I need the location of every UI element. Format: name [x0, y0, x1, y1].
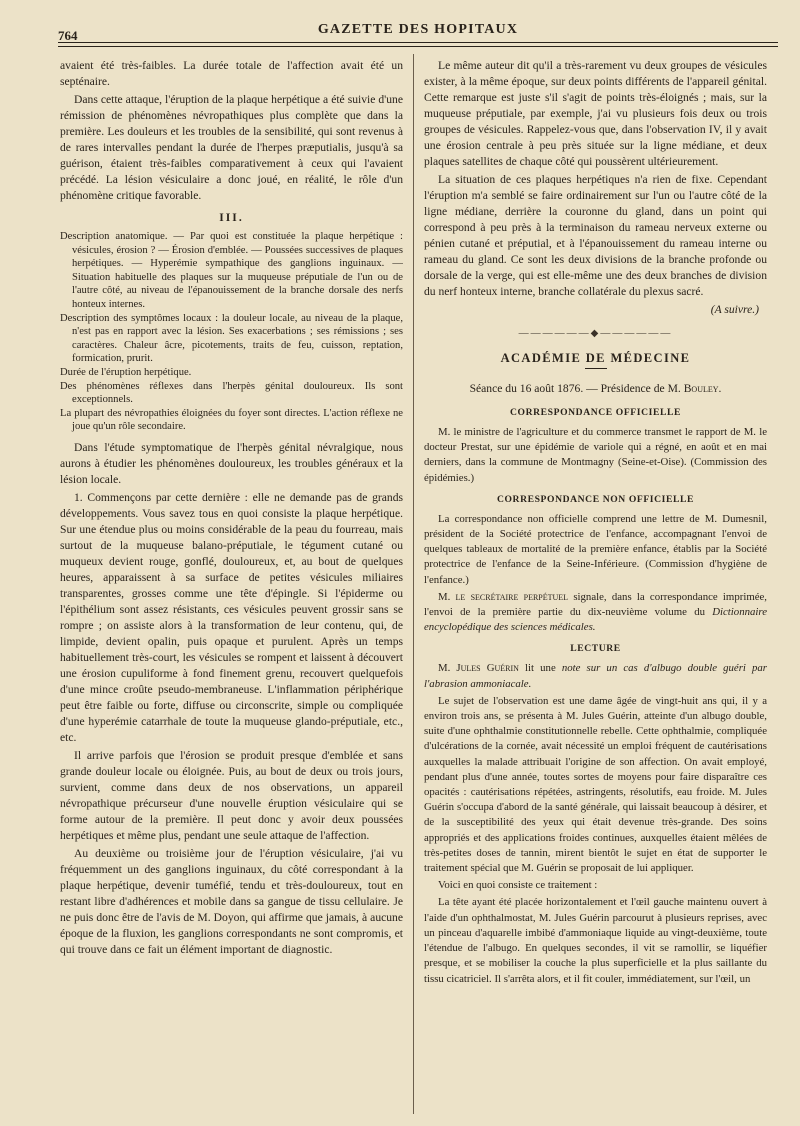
paragraph: La tête ayant été placée horizontalement et l'œil gauche maintenu ouvert à l'aide d'un ophthalmostat, M. Jules Guérin parcourut à plusieurs reprises, avec un pinceau d'aquarelle imbibé d'ammoniaque liquide au vingt-deuxième, toute l'étendue de l'albugo. En quelques secondes, il vit se ramollir, se liquéfier presque, et se mobiliser la couche la plus superficielle et la plus saillante du tissu cicatriciel. Il s'arrêta alors, et il fit couler, immédiatement, sur l'œil, un	[424, 896, 767, 985]
left-column	[60, 58, 403, 1108]
paragraph: Le sujet de l'observation est une dame âgée de vingt-huit ans qui, il y a environ trois ans, se présenta à M. Jules Guérin, atteinte d'un albugo double, suite d'une ophthalmie constitutionnelle rebelle. Cette ophthalmie, compliquée d'ulcérations de la cornée, avait nécessité un emploi fréquent de cautérisations auxquelles la malade attribuait l'origine de son affection. On avait employé, pendant plus d'une année, toutes sortes de moyens pour faire disparaître ces opacités : cautérisations répétées, astringents, résolutifs, eau froide. M. Jules Guérin s'occupa d'abord de la santé générale, qui laissait beaucoup à désirer, et de la susceptibilité des yeux qui était devenue très-grande. Des soins appropriés et des applications froides continues, auxquelles étaient mêlées de très-petites doses de tannin, mirent bientôt le sujet en état de supporter le traitement spécial que M. Guérin se proposait de lui appliquer.	[424, 694, 767, 875]
dictionary-title: Dictionnaire encyclopédique des sciences médicales.	[424, 606, 767, 634]
nonofficial-correspondence-heading: CORRESPONDANCE NON OFFICIELLE	[496, 493, 695, 505]
secretary-paragraph	[424, 590, 767, 636]
column-divider	[413, 54, 414, 1114]
reading-title: note sur un cas d'albugo double guéri par l'abrasion ammoniacale.	[424, 662, 767, 690]
right-column	[424, 58, 767, 1108]
paragraph: Le même auteur dit qu'il a très-rarement vu deux groupes de vésicules exister, à la même époque, sur deux points différents de l'appareil génital. Cette remarque est juste s'il s'agit de points très-éloignés ; mais, sur la muqueuse préputiale, par exemple, j'ai vu plusieurs fois deux ou trois groupes de vésicules. Rappelez-vous que, dans l'observation IV, il y avait une érosion centrale à peu près située sur la ligne médiane, et deux plaques satellites de chaque côté qui poussèrent ultérieurement.	[424, 59, 767, 168]
continuation-note: (A suivre.)	[710, 303, 759, 316]
summary-item: La plupart des névropathies éloignées du foyer sont directes. L'action réflexe ne joue qu'un rôle secondaire.	[60, 407, 403, 433]
paragraph: Au deuxième ou troisième jour de l'éruption vésiculaire, j'ai vu fréquemment un des ganglions inguinaux, du côté correspondant à la plaque herpétique, devenir tuméfié, tendu et très-douloureux, tout en restant libre d'adhérences et mobile dans sa gangue de tissu cellulaire. Je ne puis donc être de l'avis de M. Doyon, qui affirme que jamais, à aucune époque de la fluxion, les ganglions correspondants ne sont compromis, et qui trouve dans ce fait un élément important de diagnostic.	[60, 846, 403, 956]
session-date: Séance du 16 août 1876. — Présidence de M.	[469, 382, 681, 395]
ornamental-separator: ――――――◆――――――	[518, 328, 673, 339]
official-correspondence-heading: CORRESPONDANCE OFFICIELLE	[510, 407, 681, 418]
session-line	[424, 381, 767, 397]
academy-heading: ACADÉMIE DE MÉDECINE	[500, 351, 691, 365]
page-header	[58, 18, 778, 42]
session-president: Bouley.	[683, 382, 722, 395]
summary-item: Durée de l'éruption herpétique.	[60, 366, 192, 378]
paragraph: 1. Commençons par cette dernière : elle ne demande pas de grands développements. Vous savez tous en quoi consiste la plaque herpétique. Sur une étendue plus ou moins considérable de la peau du fourreau, mais surtout de la muqueuse balano-préputiale, le tégument cutané ou muqueux devient rouge, gonflé, douloureux, et, au bout de quelques heures, apparaissent à sa surface de petites vésicules miliaires transparentes, grosses comme une tête d'épingle. Si l'épiderme ou l'épithélium sont assez résistants, ces vésicules peuvent grossir sans se rompre ; on assiste alors à la transformation de leur contenu, qui, de limpide, devient opalin, puis opaque et purulent. Après un temps habituellement très-court, les vésicules se rompent et laissent à découvert une érosion cupuliforme à fond finement grenu, recouvert quelquefois d'une mince croûte pseudo-membraneuse. L'inflammation périphérique peut être faible ou forte, diffuse ou circonscrite, simple ou compliquée d'une hyperémie catarrhale de toute la muqueuse glando-préputiale, etc., etc.	[60, 490, 403, 744]
summary-item: Des phénomènes réflexes dans l'herpès génital douloureux. Ils sont exceptionnels.	[60, 380, 403, 406]
reading-heading: LECTURE	[570, 643, 621, 655]
summary-item: Description anatomique. — Par quoi est constituée la plaque herpétique : vésicules, érosion ? — Érosion d'emblée. — Poussées successives de plaques herpétiques. — Hyperémie sympathique des ganglions inguinaux. — Situation habituelle des plaques sur la muqueuse préputiale de l'un ou de l'autre côté, au niveau de l'épanouissement de la branche dorsale des nerfs honteux internes.	[60, 231, 403, 310]
header-rule-top	[58, 42, 778, 43]
paragraph: La situation de ces plaques herpétiques n'a rien de fixe. Cependant l'éruption m'a semblé se faire ordinairement sur l'un ou l'autre côté de la ligne médiane, derrière la couronne du gland, dans un point qui correspond à peu près à la terminaison du rameau nerveux externe ou pénien cutané et préputial, et à l'épanouissement du rameau interne ou rameau du gland. Ce sont les deux divisions de la branche profonde ou dorsale de la verge, qui est elle-même une des deux branches de division du nerf honteux interne, branche collatérale du plexus sacré.	[424, 173, 767, 298]
reading-mid: lit une	[518, 662, 562, 675]
reading-author: M. Jules Guérin	[438, 662, 519, 675]
paragraph: Dans cette attaque, l'éruption de la plaque herpétique a été suivie d'une rémission de phénomènes névropathiques plus complète que dans la première. Les douleurs et les troubles de la sensibilité, qui sont revenus à de rares intervalles pendant la durée de l'herpes præputialis, jusqu'à sa guérison, étaient très-faibles comparativement à ceux qui l'avaient précédé. La lésion vésiculaire a donc joué, en réalité, le rôle d'un phénomène critique favorable.	[60, 93, 403, 202]
reading-intro	[424, 661, 767, 691]
paragraph: Dans l'étude symptomatique de l'herpès génital névralgique, nous aurons à étudier les phénomènes douloureux, les troubles généraux et la lésion locale.	[60, 440, 403, 486]
paragraph: avaient été très-faibles. La durée totale de l'affection avait été un septénaire.	[60, 59, 403, 88]
secretary-lead: M. le secrétaire perpétuel	[438, 590, 569, 603]
secretary-text: signale, dans la correspondance imprimée, l'envoi de la première partie du dix-neuvième volume du	[424, 590, 767, 619]
summary-item: Description des symptômes locaux : la douleur locale, au niveau de la plaque, n'est pas en rapport avec la lésion. Ses exacerbations ; ses rémissions ; ses caractères. Chaleur âcre, picotements, traits de feu, cuisson, reptation, formication, prurit.	[60, 312, 403, 365]
section-summary	[60, 230, 403, 434]
paragraph: La correspondance non officielle comprend une lettre de M. Dumesnil, président de la Société protectrice de l'enfance, accompagnant l'envoi de quelques tableaux de mortalité de la première enfance, établis par la Société protectrice de l'enfance de la Seine-Inférieure. (Commission d'hygiène de l'enfance.)	[424, 512, 767, 586]
section-number: III.	[219, 211, 244, 224]
paragraph: Voici en quoi consiste ce traitement :	[438, 879, 598, 892]
paragraph: M. le ministre de l'agriculture et du commerce transmet le rapport de M. le docteur Prestat, sur une épidémie de variole qui a régné, en août et en mai derniers, dans la commune de Montmagny (Seine-et-Oise). (Commission des épidémies.)	[424, 426, 767, 484]
journal-title: GAZETTE DES HOPITAUX	[317, 22, 519, 37]
short-rule	[585, 368, 607, 369]
header-rule-bottom	[58, 46, 778, 47]
page-number: 764	[58, 28, 78, 43]
paragraph: Il arrive parfois que l'érosion se produit presque d'emblée et sans grande douleur locale ou éloignée. Puis, au bout de deux ou trois jours, survient, comme dans deux de nos observations, un appareil névropathique précurseur d'une nouvelle éruption vésiculaire qui se forme autour de la première. Il peut donc y avoir deux poussées herpétiques et même plus, pendant une seule attaque de l'affection.	[60, 748, 403, 842]
